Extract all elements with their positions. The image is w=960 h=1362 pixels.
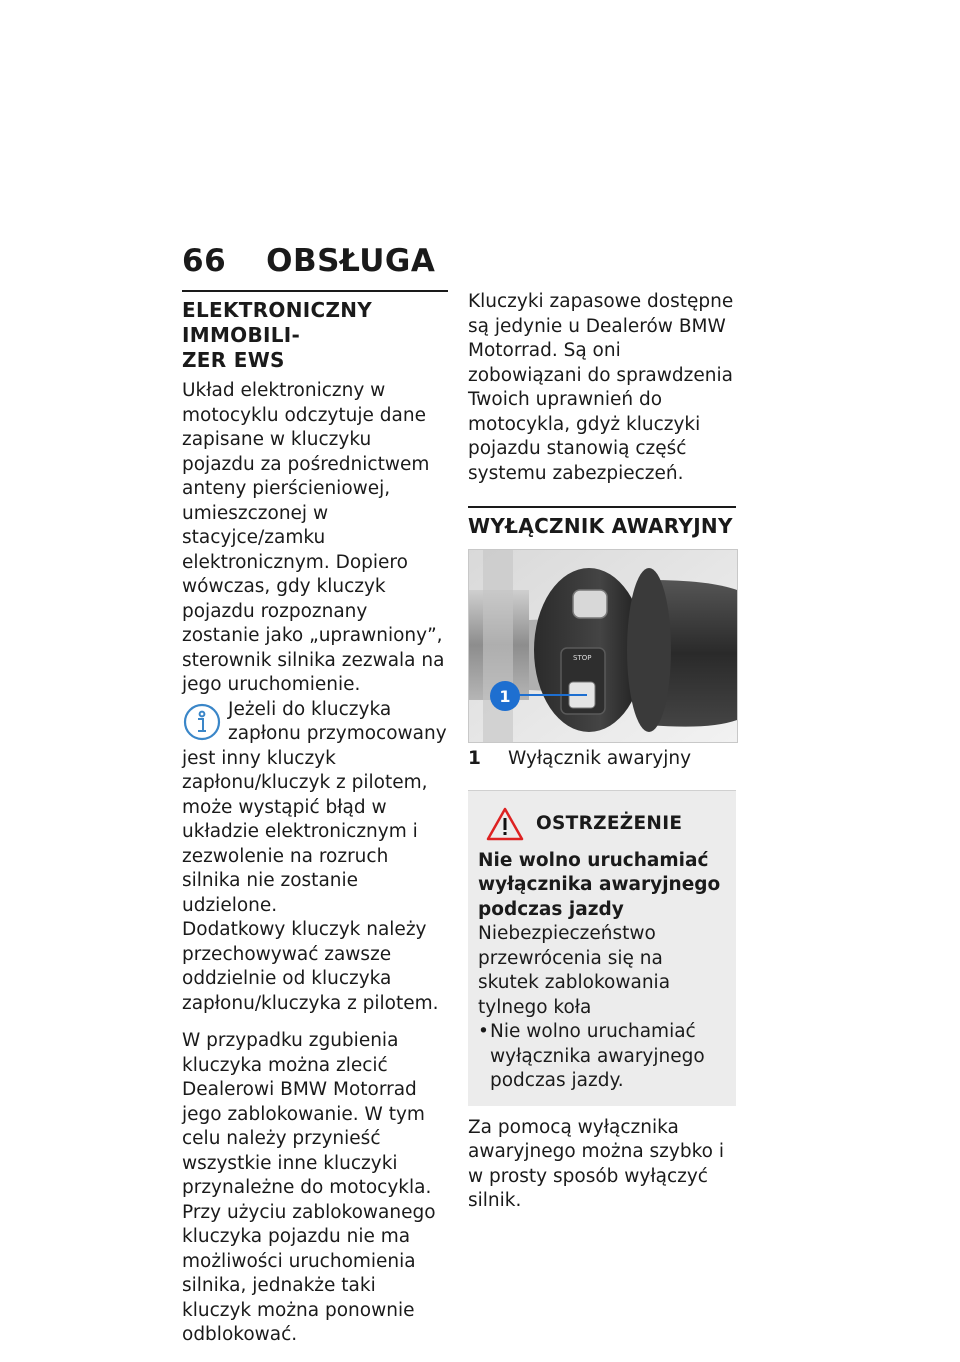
warning-bullet: • Nie wolno uruchamiać wyłącznika awaryjnego podczas jazdy. bbox=[478, 1020, 726, 1094]
section-rule bbox=[182, 290, 448, 292]
left-column bbox=[182, 290, 448, 1348]
photo-caption bbox=[468, 747, 736, 772]
page-number: 66 bbox=[182, 243, 227, 279]
section-title: OBSŁUGA bbox=[266, 243, 436, 279]
warning-box bbox=[468, 790, 736, 1106]
warning-bullet-text: Nie wolno uruchamiać wyłącznika awaryjnego podczas jazdy. bbox=[490, 1021, 705, 1091]
callout-number: 1 bbox=[499, 687, 511, 706]
ews-paragraph-3: W przypadku zgubienia kluczyka można zlecić Dealerowi BMW Motorrad jego zablokowanie. W tym celu należy przynieść wszystkie inne kluczyki przynależne do motocykla. bbox=[182, 1030, 432, 1198]
ews-paragraph-1: Układ elektroniczny w motocyklu odczytuje dane zapisane w kluczyku pojazdu za pośrednictwem anteny pierścieniowej, umieszczonej w stacyjce/zamku elektronicznym. Dopiero wówczas, gdy kluczyk pojazdu rozpoznany zostanie jako „uprawniony”, sterownik silnika zezwala na jego uruchomienie. bbox=[182, 380, 445, 695]
right-column bbox=[468, 290, 736, 1214]
ews-paragraph-2: Dodatkowy kluczyk należy przechowywać zawsze oddzielnie od kluczyka zapłonu/kluczyka z pilotem. bbox=[182, 919, 439, 1014]
info-note bbox=[182, 698, 448, 919]
caption-number: 1 bbox=[468, 748, 481, 769]
spare-keys-paragraph: Kluczyki zapasowe dostępne są jedynie u Dealerów BMW Motorrad. Są oni zobowiązani do sprawdzenia Twoich uprawnień do motocykla, gdyż kluczyki pojazdu stanowią część systemu zabezpieczeń. bbox=[468, 291, 734, 484]
warning-bold-text: Nie wolno uruchamiać wyłącznika awaryjnego podczas jazdy bbox=[478, 849, 721, 920]
handlebar-illustration bbox=[469, 550, 737, 742]
warning-title: OSTRZEŻENIE bbox=[536, 813, 683, 834]
warning-text: Niebezpieczeństwo przewrócenia się na skutek zablokowania tylnego koła bbox=[478, 923, 671, 1018]
ews-heading: ELEKTRONICZNY IMMOBILI- ZER EWS bbox=[182, 298, 373, 372]
kill-switch-photo bbox=[468, 549, 738, 743]
kill-switch-paragraph: Za pomocą wyłącznika awaryjnego można szybko i w prosty sposób wyłączyć silnik. bbox=[468, 1116, 724, 1211]
info-icon bbox=[182, 702, 222, 742]
ews-paragraph-4: Przy użyciu zablokowanego kluczyka pojazdu nie ma możliwości uruchomienia silnika, jednakże taki kluczyk można ponownie odblokować. bbox=[182, 1201, 436, 1345]
kill-switch-heading: WYŁĄCZNIK AWARYJNY bbox=[468, 514, 733, 538]
info-note-text: Jeżeli do kluczyka zapłonu przymocowany jest inny kluczyk zapłonu/kluczyk z pilotem, może wystąpić błąd w układzie elektronicznym i zezwolenie na rozruch silnika nie zostanie udzielone. bbox=[182, 698, 447, 916]
stop-label: STOP bbox=[573, 654, 592, 662]
warning-header bbox=[486, 807, 726, 841]
warning-triangle-icon bbox=[486, 807, 524, 841]
section-rule-2 bbox=[468, 506, 736, 508]
page-header bbox=[182, 243, 435, 279]
caption-text: Wyłącznik awaryjny bbox=[508, 748, 692, 769]
